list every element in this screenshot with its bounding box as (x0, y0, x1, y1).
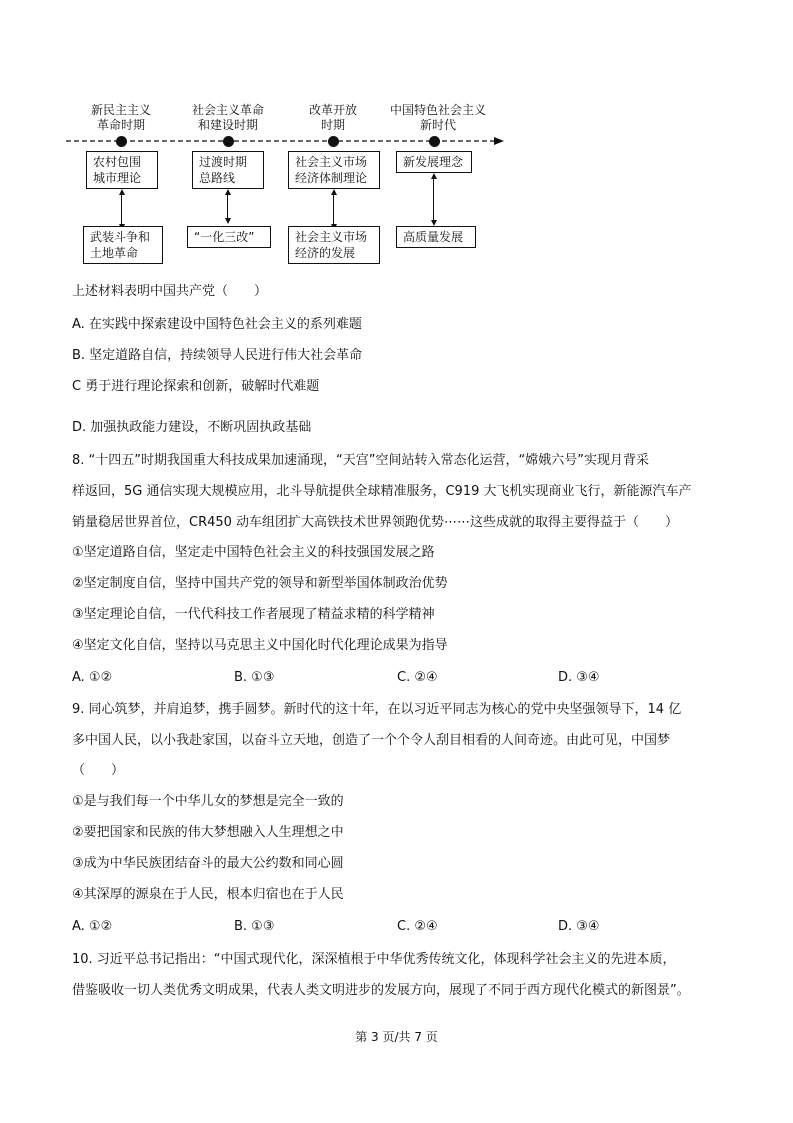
q8-item-4: ④坚定文化自信，坚持以马克思主义中国化时代化理论成果为指导 (72, 638, 448, 653)
q9-item-1: ①是与我们每一个中华儿女的梦想是完全一致的 (72, 794, 344, 809)
practice-box-3: 社会主义市场 经济的发展 (288, 226, 380, 264)
practice-box-1: 武装斗争和 土地革命 (83, 226, 163, 264)
timeline-dot-1 (116, 136, 127, 147)
theory-box-1: 农村包围 城市理论 (86, 151, 158, 189)
q7-option-c: C 勇于进行理论探索和创新，破解时代难题 (72, 379, 320, 394)
q7-option-d: D. 加强执政能力建设，不断巩固执政基础 (72, 420, 312, 435)
period-label-1 (66, 103, 176, 133)
q8-choice-b: B. ①③ (234, 670, 275, 685)
page-footer (0, 1028, 793, 1045)
q9-choice-c: C. ②④ (397, 919, 438, 934)
theory-box-4: 新发展理念 (396, 151, 472, 173)
timeline-dot-4 (429, 136, 440, 147)
q8-choice-d: D. ③④ (558, 670, 600, 685)
q8-stem-line-3: 销量稳居世界首位，CR450 动车组团扩大高铁技术世界领跑优势⋯⋯这些成就的取得主要得益于（ ） (72, 515, 679, 530)
q9-stem-line-2: 多中国人民，以小我赴家国，以奋斗立天地，创造了一个个令人刮目相看的人间奇迹。由此可见，中国梦 (72, 733, 671, 748)
period-label-4-text: 中国特色社会主义 新时代 (389, 103, 486, 132)
period-label-2-text: 社会主义革命 和建设时期 (191, 103, 264, 132)
q8-item-3: ③坚定理论自信，一代代科技工作者展现了精益求精的科学精神 (72, 607, 435, 622)
q9-stem-line-1: 9. 同心筑梦，并肩追梦，携手圆梦。新时代的这十年，在以习近平同志为核心的党中央坚强领导下，14 亿 (72, 702, 682, 717)
q9-item-3: ③成为中华民族团结奋斗的最大公约数和同心圆 (72, 856, 344, 871)
period-label-4 (383, 103, 493, 133)
q9-choice-a: A. ①② (72, 919, 113, 934)
period-label-1-text: 新民主主义 革命时期 (90, 103, 151, 132)
theory-box-2: 过渡时期 总路线 (192, 151, 264, 189)
page-number: 第 3 页/共 7 页 (355, 1030, 438, 1044)
timeline-dot-2 (223, 136, 234, 147)
q7-option-b: B. 坚定道路自信，持续领导人民进行伟大社会革命 (72, 348, 363, 363)
practice-box-4: 高质量发展 (396, 226, 476, 248)
q10-stem-line-2: 借鉴吸收一切人类优秀文明成果，代表人类文明进步的发展方向，展现了不同于西方现代化模式的新图景”。 (72, 983, 690, 998)
q9-choice-b: B. ①③ (234, 919, 275, 934)
timeline-axis (66, 133, 506, 149)
period-label-2 (173, 103, 283, 133)
q9-choice-d: D. ③④ (558, 919, 600, 934)
period-label-3 (278, 103, 388, 133)
q8-stem-line-1: 8. “十四五”时期我国重大科技成果加速涌现，“天宫”空间站转入常态化运营，“嫦娥六号”实现月背采 (72, 453, 649, 468)
q7-stem: 上述材料表明中国共产党（ ） (72, 284, 268, 299)
timeline-dot-3 (328, 136, 339, 147)
q9-stem-line-3: （ ） (72, 763, 125, 778)
practice-box-2: “一化三改” (187, 226, 271, 248)
q10-stem-line-1: 10. 习近平总书记指出：“中国式现代化，深深植根于中华优秀传统文化，体现科学社会主义的先进本质， (72, 952, 676, 967)
theory-box-3: 社会主义市场 经济体制理论 (288, 151, 380, 189)
q8-stem-line-2: 样返回，5G 通信实现大规模应用，北斗导航提供全球精准服务，C919 大飞机实现商业飞行，新能源汽车产 (72, 484, 692, 499)
period-label-3-text: 改革开放 时期 (308, 103, 357, 132)
q8-item-1: ①坚定道路自信，坚定走中国特色社会主义的科技强国发展之路 (72, 545, 435, 560)
q9-item-2: ②要把国家和民族的伟大梦想融入人生理想之中 (72, 825, 344, 840)
q8-item-2: ②坚定制度自信，坚持中国共产党的领导和新型举国体制政治优势 (72, 576, 448, 591)
q7-option-a: A. 在实践中探索建设中国特色社会主义的系列难题 (72, 317, 362, 332)
q8-choice-c: C. ②④ (397, 670, 438, 685)
q9-item-4: ④其深厚的源泉在于人民，根本归宿也在于人民 (72, 887, 344, 902)
q8-choice-a: A. ①② (72, 670, 113, 685)
